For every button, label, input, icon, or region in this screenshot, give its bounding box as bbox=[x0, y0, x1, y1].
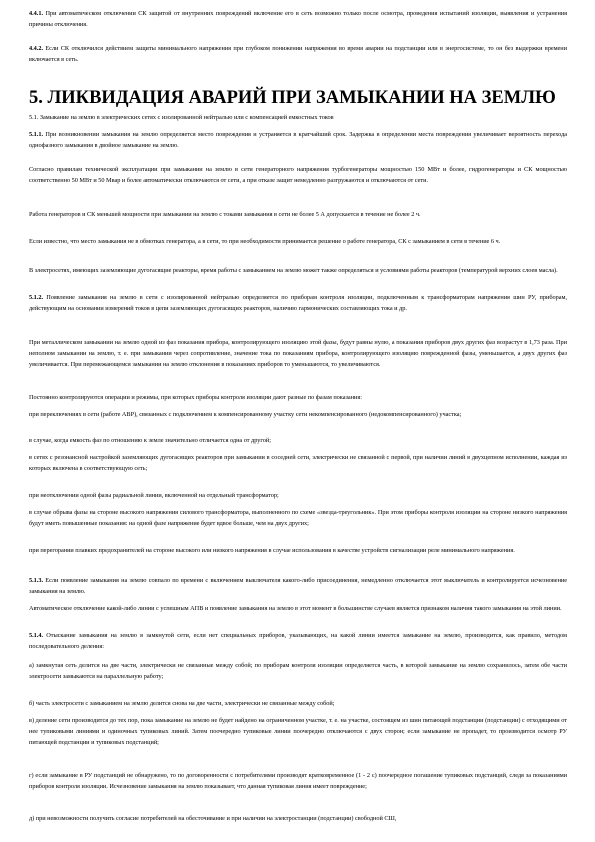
list-item bbox=[29, 435, 567, 446]
paragraph bbox=[29, 603, 567, 614]
paragraph-text: при перегорании плавких предохранителей на стороне высокого или низкого напряжения в случае использования в качестве устройств сигнализации реле минимального напряжения. bbox=[29, 547, 515, 554]
paragraph-text: При возникновении замыкания на землю определяется место повреждения и устраняется в кратчайший срок. Задержка в определении места повреждения увеличивает вероятность перехода однофазного замыкания в двойное замыкание на землю. bbox=[29, 131, 568, 149]
paragraph-text: в сетях с резонансной настройкой заземляющих дугогасящих реакторов при замыкании в соседней сети, электрически не связанной с первой, при наличии линий в двухцепном исполнении, каждая из которых включена в соответствующую сеть; bbox=[29, 454, 567, 472]
list-item bbox=[29, 545, 567, 556]
paragraph-5-1-3 bbox=[29, 575, 567, 597]
list-item bbox=[29, 715, 567, 748]
list-item bbox=[29, 452, 567, 474]
paragraph-text: при переключениях в сети (работе АВР), связанных с подключением к компенсированному участку сети некомпенсированного (недокомпенсированного) участка; bbox=[29, 411, 462, 418]
paragraph-5-1-2 bbox=[29, 292, 567, 314]
list-item bbox=[29, 409, 567, 420]
paragraph-text: в) деление сети производится до тех пор, пока замыкание на землю не будет найдено на ограниченном участке, т. е. на участке, состоящем из шин питающей подстанции (подстанции) с отходящими от нее тупиковыми линиями и одиночных тупиковых линий. Затем поочередно тупиковые линии поочередно отключаются с двух сторон; если замыкание не пропадет, то производится осмотр РУ питающей подстанции и тупиковых подстанций; bbox=[29, 717, 567, 746]
paragraph bbox=[29, 209, 567, 220]
paragraph-text: Появление замыкания на землю в сети с изолированной нейтралью определяется по приборам контроля изоляции, подключенным к трансформаторам напряжения шин РУ, приборам, действующим на основании измерений токов в цепи заземляющих дугогасящих реакторов, наличию гармонических составляющих тока и др. bbox=[29, 294, 567, 312]
paragraph-text: Автоматическое отключение какой-либо линии с успешным АПВ и появление замыкания на землю в этот момент в большинстве случаев является признаком наличия такого замыкания на этой линии. bbox=[29, 605, 562, 612]
paragraph-text: При металлическом замыкании на землю одной из фаз показания прибора, контролирующего изоляцию этой фазы, будут равны нулю, а показания приборов двух других фаз возрастут в 1,73 раза. При неполном замыкании на землю, т. е. при замыкании через сопротивление, значение тока по показаниям прибора, контролирующего изоляцию поврежденной фазы, уменьшается, а двух других фаз увеличивается. При перемежающемся замыкании на землю отклонения в показаниях приборов то уменьшаются, то увеличиваются. bbox=[29, 339, 567, 368]
paragraph bbox=[29, 236, 567, 247]
paragraph-text: при неотключении одной фазы радиальной линии, включенной на отдельный трансформатор; bbox=[29, 492, 279, 499]
paragraph bbox=[29, 164, 567, 186]
paragraph-text: При автоматическом отключении СК защитой от внутренних повреждений включение его в сеть возможно только после осмотра, проведения испытаний изоляции, выявления и устранения причины отключения. bbox=[29, 10, 567, 28]
clause-number: 5.1.4. bbox=[29, 632, 43, 639]
paragraph-text: в случае обрыва фазы на стороне высокого напряжения силового трансформатора, выполненного по схеме «звезда-треугольник». При этом приборы контроля изоляции на стороне низкого напряжения будут иметь повышенные показания: на одной фазе напряжение будет вдвое больше, чем на двух других; bbox=[29, 509, 567, 527]
paragraph-5-1-4 bbox=[29, 630, 567, 652]
paragraph-text: б) часть электросети с замыканием на землю делится снова на две части, электрически не связанные между собой; bbox=[29, 700, 335, 707]
paragraph-text: Согласно правилам технической эксплуатации при замыкании на землю в сети генераторного напряжения турбогенераторы мощностью 150 МВт и более, гидрогенераторы и СК мощностью соответственно 50 МВт и 50 Мвар и более автоматически отключаются от сети, а при отказе защит немедленно разгружаются и отключаются от сети. bbox=[29, 166, 567, 184]
paragraph bbox=[29, 265, 567, 276]
subsection-title bbox=[29, 112, 567, 123]
section-heading: 5. ЛИКВИДАЦИЯ АВАРИЙ ПРИ ЗАМЫКАНИИ НА ЗЕМЛЮ bbox=[29, 88, 556, 108]
paragraph-text: а) замкнутая сеть делится на две части, электрически не связанные между собой; по приборам контроля изоляции определяется часть, в которой замыкание на землю сохранилось, затем обе части электросети замыкаются на параллельную работу; bbox=[29, 662, 567, 680]
list-item bbox=[29, 770, 567, 792]
clause-number: 5.1.2. bbox=[29, 294, 43, 301]
paragraph-text: в случае, когда емкость фаз по отношению к земле значительно отличается одна от другой; bbox=[29, 437, 271, 444]
paragraph-text: Если появление замыкания на землю совпало по времени с включением выключателя какого-либо присоединения, немедленно отключается этот выключатель и контролируется исчезновение замыкания на землю. bbox=[29, 577, 568, 595]
paragraph-text: Если известно, что место замыкания не в обмотках генератора, а в сети, то при необходимости принимается решение о работе генератора, СК с замыканием в сети в течение 6 ч. bbox=[29, 238, 501, 245]
paragraph-text: Если СК отключился действием защиты минимального напряжения при глубоком понижении напряжения во время аварии на подстанции или в энергосистеме, то он без выдержки времени включается в сеть. bbox=[29, 45, 567, 63]
paragraph-text: Отыскание замыкания на землю в замкнутой сети, если нет специальных приборов, указывающих, на какой линии имеется замыкание на землю, производится, как правило, методом последовательного деления: bbox=[29, 632, 568, 650]
list-item bbox=[29, 490, 567, 501]
paragraph-text: Постоянно контролируются операции и режимы, при которых приборы контроля изоляции дают разные по фазам показания: bbox=[29, 394, 362, 401]
paragraph-text: д) при невозможности получить согласие потребителей на обесточивание и при наличии на электростанции (подстанции) свободной СШ, bbox=[29, 815, 397, 822]
list-item bbox=[29, 660, 567, 682]
paragraph-text: 5.1. Замыкание на землю в электрических сетях с изолированной нейтралью или с компенсацией емкостных токов bbox=[29, 114, 334, 121]
clause-number: 4.4.2. bbox=[29, 45, 43, 52]
clause-number: 4.4.1. bbox=[29, 10, 43, 17]
paragraph-text: Работа генераторов и СК меньшей мощности при замыкании на землю с токами замыкания в сети не более 5 А допускается в течение не более 2 ч. bbox=[29, 211, 421, 218]
paragraph-text: В электросетях, имеющих заземляющие дугогасящие реакторы, время работы с замыканием на землю может также определяться и условиями работы реакторов (температурой верхних слоев масла). bbox=[29, 267, 558, 274]
paragraph-5-1-1 bbox=[29, 129, 567, 151]
list-item bbox=[29, 507, 567, 529]
paragraph-text: г) если замыкание в РУ подстанций не обнаружено, то по договоренности с потребителями производят кратковременное (1 - 2 с) поочередное погашение тупиковых подстанций, следя за показаниями приборов контроля изоляции. Исчезновение замыкания на землю показывает, что данная тупиковая линия имеет повреждение; bbox=[29, 772, 567, 790]
clause-number: 5.1.3. bbox=[29, 577, 43, 584]
list-item bbox=[29, 698, 567, 709]
paragraph-4-4-2 bbox=[29, 43, 567, 65]
list-item bbox=[29, 813, 567, 824]
paragraph bbox=[29, 337, 567, 370]
paragraph-4-4-1 bbox=[29, 8, 567, 30]
paragraph bbox=[29, 392, 567, 403]
clause-number: 5.1.1. bbox=[29, 131, 43, 138]
